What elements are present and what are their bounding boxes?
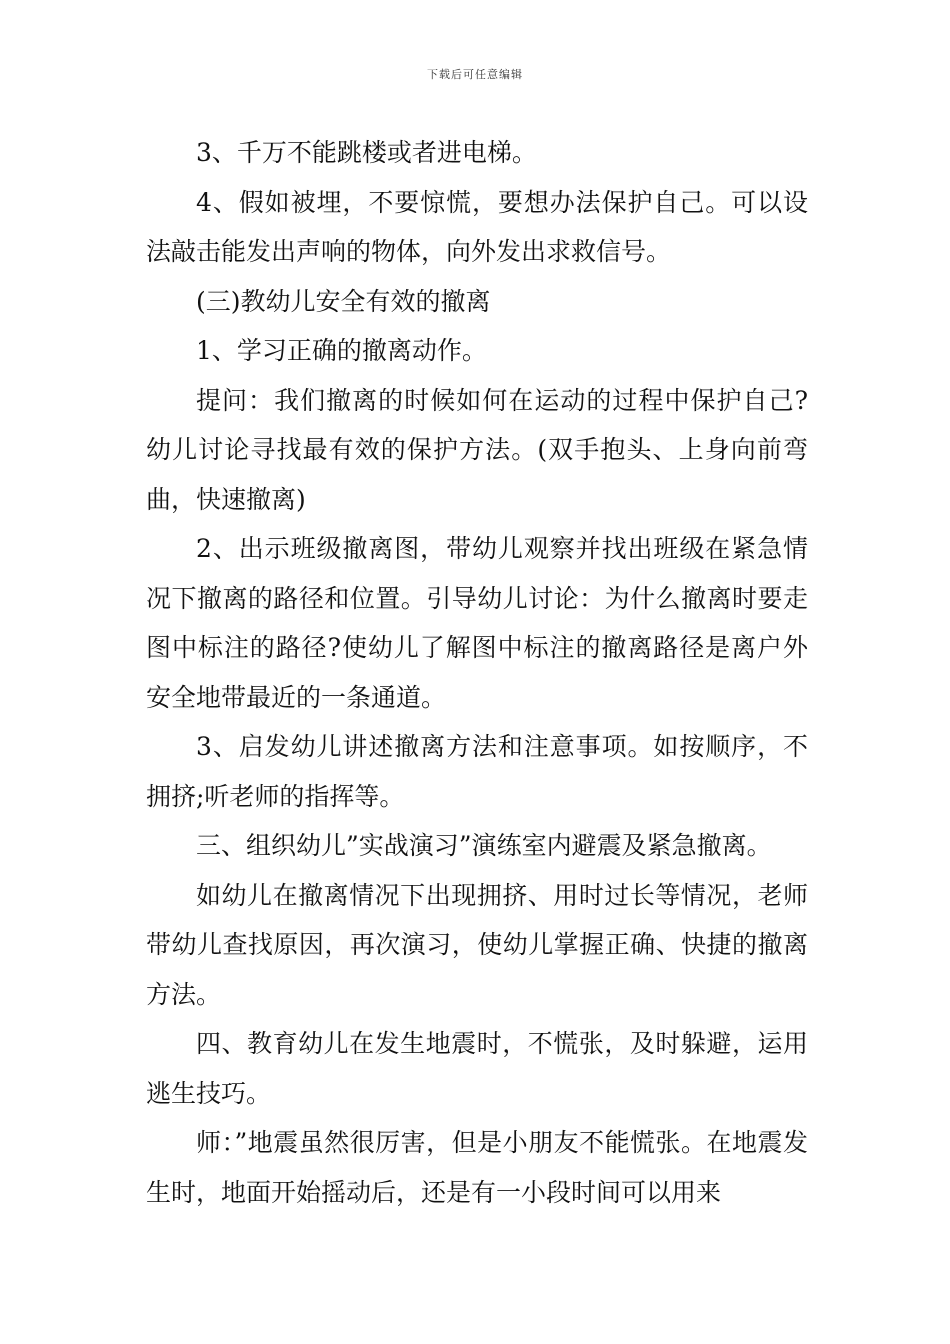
section-heading: (三)教幼儿安全有效的撤离 (196, 286, 491, 316)
paragraph: 3、启发幼儿讲述撤离方法和注意事项。如按顺序，不拥挤;听老师的指挥等。 (146, 732, 808, 811)
paragraph: 如幼儿在撤离情况下出现拥挤、用时过长等情况，老师带幼儿查找原因，再次演习，使幼儿掌握正确、快捷的撤离方法。 (146, 880, 808, 1009)
section-heading: 四、教育幼儿在发生地震时，不慌张，及时躲避，运用逃生技巧。 (146, 1029, 808, 1108)
paragraph: 4、假如被埋，不要惊慌，要想办法保护自己。可以设法敲击能发出声响的物体，向外发出求救信号。 (146, 187, 808, 266)
paragraph: 提问：我们撤离的时候如何在运动的过程中保护自己?幼儿讨论寻找最有效的保护方法。(双手抱头、上身向前弯曲，快速撤离) (146, 385, 808, 514)
paragraph: 师：”地震虽然很厉害，但是小朋友不能慌张。在地震发生时，地面开始摇动后，还是有一小段时间可以用来 (146, 1128, 808, 1207)
paragraph: 1、学习正确的撤离动作。 (196, 336, 487, 365)
header-note: 下载后可任意编辑 (427, 68, 523, 81)
section-heading: 三、组织幼儿”实战演习”演练室内避震及紧急撤离。 (196, 831, 772, 860)
document-body (146, 128, 808, 1217)
paragraph: 2、出示班级撤离图，带幼儿观察并找出班级在紧急情况下撤离的路径和位置。引导幼儿讨论：为什么撤离时要走图中标注的路径?使幼儿了解图中标注的撤离路径是离户外安全地带最近的一条通道。 (146, 534, 808, 712)
paragraph: 3、千万不能跳楼或者进电梯。 (196, 138, 537, 167)
